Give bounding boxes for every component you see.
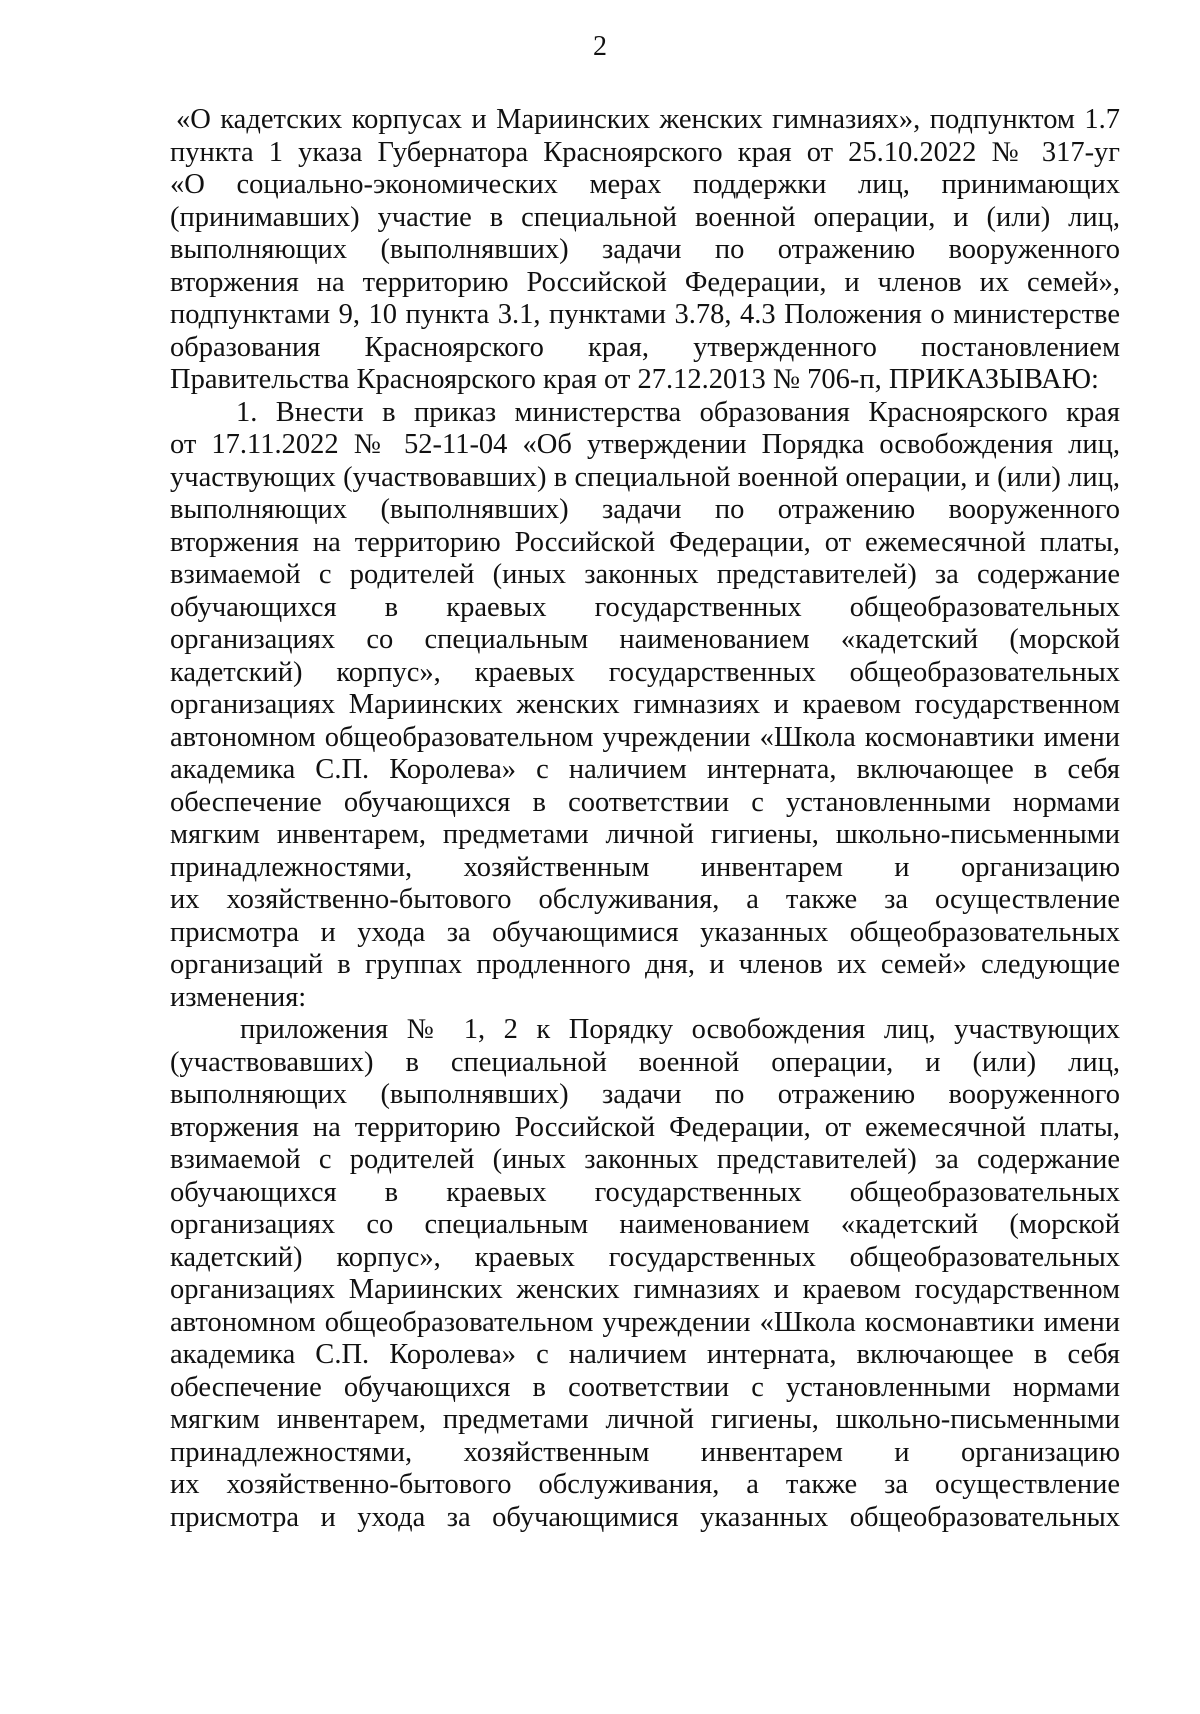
text-line: «О социально-экономических мерах поддержки лиц, принимающих <box>170 169 1120 200</box>
text-line: изменения: <box>170 981 307 1013</box>
text-line: (принимавших) участие в специальной военной операции, и (или) лиц, <box>170 201 1120 233</box>
text-line: подпунктами 9, 10 пункта 3.1, пунктами 3.78, 4.3 Положения о министерстве <box>170 299 1120 330</box>
text-line: организациях Мариинских женских гимназиях и краевом государственном <box>170 689 1120 720</box>
text-line: участвующих (участвовавших) в специальной военной операции, и (или) лиц, <box>170 461 1120 493</box>
text-line: Правительства Красноярского края от 27.12.2013 № 706-п, ПРИКАЗЫВАЮ: <box>170 364 1099 395</box>
text-line: образования Красноярского края, утвержденного постановлением <box>170 331 1120 363</box>
text-line: автономном общеобразовательном учреждении «Школа космонавтики имени <box>170 1306 1120 1338</box>
text-line: академика С.П. Королева» с наличием интерната, включающее в себя <box>170 1339 1120 1370</box>
text-line: обеспечение обучающихся в соответствии с установленными нормами <box>170 786 1120 818</box>
text-line: (участвовавших) в специальной военной операции, и (или) лиц, <box>170 1046 1120 1078</box>
text-line: организациях Мариинских женских гимназиях и краевом государственном <box>170 1274 1120 1305</box>
text-line: академика С.П. Королева» с наличием интерната, включающее в себя <box>170 754 1120 785</box>
text-line: организациях со специальным наименованием «кадетский (морской <box>170 1209 1120 1240</box>
text-line: кадетский) корпус», краевых государственных общеобразовательных <box>170 1241 1120 1273</box>
text-line: организаций в группах продленного дня, и членов их семей» следующие <box>170 949 1120 980</box>
text-line: организациях со специальным наименованием «кадетский (морской <box>170 624 1120 655</box>
text-line: выполняющих (выполнявших) задачи по отражению вооруженного <box>170 234 1120 265</box>
text-line: обучающихся в краевых государственных общеобразовательных <box>170 591 1120 623</box>
text-line: выполняющих (выполнявших) задачи по отражению вооруженного <box>170 494 1120 525</box>
text-line: вторжения на территорию Российской Федерации, и членов их семей», <box>170 266 1120 298</box>
text-line: их хозяйственно-бытового обслуживания, а также за осуществление <box>170 884 1120 915</box>
text-line: присмотра и ухода за обучающимися указанных общеобразовательных <box>170 1501 1120 1533</box>
text-line: принадлежностями, хозяйственным инвентарем и организацию <box>170 851 1120 883</box>
text-line: автономном общеобразовательном учреждении «Школа космонавтики имени <box>170 721 1120 753</box>
body-text <box>170 104 1120 1534</box>
text-line: приложения № 1, 2 к Порядку освобождения лиц, участвующих <box>240 1014 1120 1045</box>
text-line: вторжения на территорию Российской Федерации, от ежемесячной платы, <box>170 1111 1120 1143</box>
text-line: взимаемой с родителей (иных законных представителей) за содержание <box>170 559 1120 590</box>
text-line: пункта 1 указа Губернатора Красноярского края от 25.10.2022 № 317-уг <box>170 136 1120 168</box>
text-line: выполняющих (выполнявших) задачи по отражению вооруженного <box>170 1079 1120 1110</box>
text-line: обеспечение обучающихся в соответствии с установленными нормами <box>170 1371 1120 1403</box>
text-line: присмотра и ухода за обучающимися указанных общеобразовательных <box>170 916 1120 948</box>
text-line: взимаемой с родителей (иных законных представителей) за содержание <box>170 1144 1120 1175</box>
text-line: от 17.11.2022 № 52-11-04 «Об утверждении Порядка освобождения лиц, <box>170 429 1120 460</box>
text-line: мягким инвентарем, предметами личной гигиены, школьно-письменными <box>170 819 1120 850</box>
text-line: принадлежностями, хозяйственным инвентарем и организацию <box>170 1436 1120 1468</box>
text-line: 1. Внести в приказ министерства образования Красноярского края <box>236 396 1120 428</box>
text-line: кадетский) корпус», краевых государственных общеобразовательных <box>170 656 1120 688</box>
text-line: обучающихся в краевых государственных общеобразовательных <box>170 1176 1120 1208</box>
text-line: мягким инвентарем, предметами личной гигиены, школьно-письменными <box>170 1404 1120 1435</box>
text-line: их хозяйственно-бытового обслуживания, а также за осуществление <box>170 1469 1120 1500</box>
text-line: «О кадетских корпусах и Мариинских женских гимназиях», подпунктом 1.7 <box>176 104 1120 135</box>
page-number: 2 <box>593 31 607 62</box>
text-line: вторжения на территорию Российской Федерации, от ежемесячной платы, <box>170 526 1120 558</box>
